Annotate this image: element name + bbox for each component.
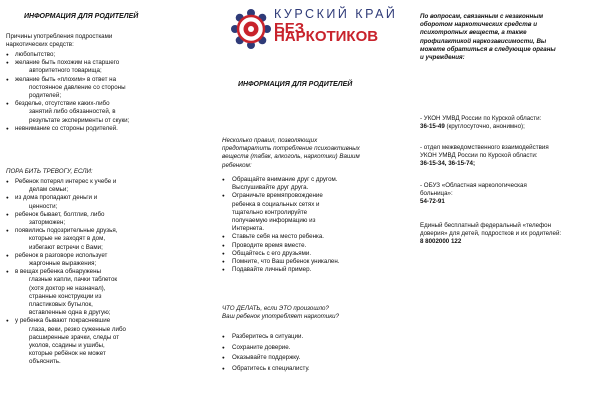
alarm-item-line: расширенные зрачки, следы от bbox=[29, 333, 120, 341]
alarm-item-line: вставленные одна в другую; bbox=[29, 309, 111, 317]
alarm-item bbox=[6, 211, 202, 227]
alarm-item-line: делам семьи; bbox=[29, 186, 69, 194]
hotline bbox=[420, 222, 561, 247]
action-item bbox=[212, 364, 412, 375]
reason-item bbox=[6, 59, 202, 75]
alarm-item-line: пластиковых бутылок, bbox=[29, 301, 93, 309]
question-line: Ваш ребенок употребляет наркотики? bbox=[222, 313, 340, 321]
rules-intro-line: ребенком: bbox=[222, 161, 252, 169]
alarm-item-line: ● Ребенок потерял интерес к учебе и bbox=[15, 178, 117, 185]
contact-ukon-name: - УКОН УМВД России по Курской области: bbox=[420, 115, 542, 122]
question-line: ЧТО ДЕЛАТЬ, если ЭТО произошло? bbox=[222, 305, 329, 312]
hotline-phone: 8 8002000 122 bbox=[420, 238, 462, 246]
rule-item bbox=[212, 176, 412, 192]
rule-item-line: ребенка в социальных сетях и bbox=[232, 200, 320, 208]
action-item-line: ● Разберитесь в ситуации. bbox=[232, 333, 304, 340]
action-item bbox=[212, 343, 412, 354]
contacts-intro bbox=[420, 13, 556, 62]
reason-item-line: постоянное давление со стороны bbox=[29, 83, 126, 91]
alarm-item bbox=[6, 227, 202, 252]
rules-intro-line: Несколько правил, позволяющих bbox=[222, 137, 318, 144]
reason-item-line: ● безделье, отсутствие каких-либо bbox=[15, 100, 110, 108]
rules-intro bbox=[222, 137, 360, 170]
rule-item-line: ● Обращайте внимание друг с другом. bbox=[232, 176, 338, 183]
alarm-item bbox=[6, 317, 202, 366]
contact-department-line-1: - отдел межведомственного взаимодействия bbox=[420, 144, 549, 151]
rule-item-line: Интернета. bbox=[232, 225, 265, 233]
contact-hospital-phone: 54-72-91 bbox=[420, 198, 445, 206]
reason-item-line: результате эксперименты от скуки; bbox=[29, 116, 130, 124]
action-item-line: ● Оказывайте поддержку. bbox=[232, 354, 301, 361]
alarm-heading: ПОРА БИТЬ ТРЕВОГУ, ЕСЛИ: bbox=[6, 168, 93, 175]
alarm-item-line: (хотя доктор не назначал), bbox=[29, 284, 106, 292]
alarm-item-line: ● у ребенка бывают покрасневшие bbox=[15, 317, 111, 325]
question-text bbox=[222, 305, 339, 321]
reason-item bbox=[6, 51, 202, 59]
reasons-heading-line-2: наркотических средств: bbox=[6, 41, 74, 49]
rule-item-line: ● Подавайте личный пример. bbox=[232, 266, 312, 274]
rule-item bbox=[212, 233, 412, 241]
reason-item bbox=[6, 125, 202, 133]
contact-department-line-2: УКОН УМВД России по Курской области: bbox=[420, 152, 538, 160]
contact-hospital-line-1: - ОБУЗ «Областная наркологическая bbox=[420, 182, 527, 189]
contact-department-phone: 36-15-34, 36-15-74; bbox=[420, 160, 476, 168]
alarm-item-line: ценности; bbox=[29, 202, 58, 210]
rule-item bbox=[212, 250, 412, 258]
hotline-line-2: доверия» для детей, подростков и их родителей: bbox=[420, 230, 562, 238]
action-item bbox=[212, 353, 412, 364]
rule-item bbox=[212, 266, 412, 274]
contacts-intro-line: оборотом наркотических средств и bbox=[420, 21, 537, 29]
rule-item-line: ● Ставьте себя на место ребенка. bbox=[232, 233, 325, 241]
action-item bbox=[212, 332, 412, 343]
alarm-item bbox=[6, 178, 202, 194]
reasons-heading-line-1: Причины употребления подростками bbox=[6, 33, 113, 40]
reason-item bbox=[6, 100, 202, 125]
reason-item-line: авторитетного товарища; bbox=[29, 67, 102, 75]
alarm-item-line: уколов, ссадины и ушибы, bbox=[29, 342, 105, 350]
action-item-line: ● Сохраните доверие. bbox=[232, 343, 291, 351]
alarm-item-line: ● в вещах ребенка обнаружены bbox=[15, 268, 101, 276]
alarm-item-line: ● появились подозрительные друзья, bbox=[15, 227, 118, 235]
contacts-intro-line: и учреждения: bbox=[420, 54, 465, 62]
rule-item-line: ● Помните, что Ваш ребенок уникален. bbox=[232, 258, 340, 266]
rule-item bbox=[212, 242, 412, 250]
rule-item-line: получаемую информацию из bbox=[232, 217, 316, 225]
alarm-item-line: ● ребенок бывает, болтлив, либо bbox=[15, 210, 105, 218]
reason-item-line: ● невнимание со стороны родителей. bbox=[15, 124, 118, 132]
reason-item-line: ● желание быть «плохим» в ответ на bbox=[15, 75, 117, 83]
alarm-item-line: глазные капли, пачки таблеток bbox=[29, 276, 118, 284]
reasons-list bbox=[6, 51, 202, 133]
contact-hospital bbox=[420, 182, 527, 207]
rule-item bbox=[212, 258, 412, 266]
rules-intro-line: предотвратить потребление психоактивных bbox=[222, 145, 360, 153]
rule-item-line: тщательно контролируйте bbox=[232, 208, 308, 216]
alarm-item bbox=[6, 194, 202, 210]
contact-department bbox=[420, 144, 549, 169]
flower-emblem-icon bbox=[230, 8, 272, 50]
alarm-item-line: которые не заходят в дом, bbox=[29, 235, 106, 243]
alarm-list bbox=[6, 178, 202, 367]
logo-line-2: БЕЗ НАРКОТИКОВ bbox=[274, 20, 379, 46]
alarm-item-line: заторможен; bbox=[29, 219, 66, 227]
left-title: ИНФОРМАЦИЯ ДЛЯ РОДИТЕЛЕЙ bbox=[24, 13, 139, 20]
reason-item bbox=[6, 76, 202, 101]
contacts-intro-line: профилактикой наркозависимости, Вы bbox=[420, 37, 547, 45]
action-item-line: ● Обратитесь к специалисту. bbox=[232, 364, 310, 372]
actions-list bbox=[212, 332, 412, 374]
rule-item-line: Выслушивайте друг друга. bbox=[232, 184, 309, 192]
alarm-item-line: жаргонные выражения; bbox=[29, 260, 97, 268]
reasons-heading bbox=[6, 33, 112, 49]
rule-item-line: ● Проводите время вместе. bbox=[232, 241, 307, 249]
alarm-item-line: избегают встречи с Вами; bbox=[29, 243, 103, 251]
rules-list bbox=[212, 176, 412, 274]
alarm-item-line: ● из дома пропадают деньги и bbox=[15, 194, 98, 202]
rule-item-line: ● Ограничьте времяпровождение bbox=[232, 192, 323, 200]
alarm-item bbox=[6, 268, 202, 317]
rule-item-line: ● Общайтесь с его друзьями. bbox=[232, 249, 312, 257]
reason-item-line: занятий либо обязанностей, в bbox=[29, 108, 116, 116]
reason-item-line: ● желание быть похожим на старшего bbox=[15, 59, 120, 67]
contacts-intro-line: можете обратиться в следующие органы bbox=[420, 45, 556, 53]
contact-ukon-phone: 36-15-49 bbox=[420, 123, 445, 131]
reason-item-line: ● любопытство; bbox=[15, 51, 56, 58]
contacts-intro-line: По вопросам, связанным с незаконным bbox=[420, 13, 544, 20]
alarm-item bbox=[6, 252, 202, 268]
contacts-intro-line: психотропных веществ, а также bbox=[420, 29, 527, 37]
contact-ukon bbox=[420, 115, 541, 131]
alarm-item-line: глаза, веки, резко суженные либо bbox=[29, 325, 126, 333]
alarm-item-line: объяснить. bbox=[29, 358, 61, 366]
contact-ukon-note: (круглосуточно, анонимно); bbox=[444, 123, 525, 131]
reason-item-line: родителей; bbox=[29, 92, 62, 100]
alarm-item-line: странные конструкции из bbox=[29, 292, 102, 300]
middle-title: ИНФОРМАЦИЯ ДЛЯ РОДИТЕЛЕЙ bbox=[238, 81, 353, 88]
alarm-item-line: ● ребенок в разговоре использует bbox=[15, 251, 108, 259]
rule-item bbox=[212, 192, 412, 233]
logo-line-1: КУРСКИЙ КРАЙ bbox=[274, 7, 398, 21]
logo bbox=[230, 8, 400, 48]
alarm-item-line: которые ребёнок не может bbox=[29, 350, 106, 358]
hotline-line-1: Единый бесплатный федеральный «телефон bbox=[420, 222, 552, 229]
rules-intro-line: веществ (табак, алкоголь, наркотики) Вашим bbox=[222, 153, 360, 161]
contact-hospital-line-2: больница»: bbox=[420, 190, 453, 198]
